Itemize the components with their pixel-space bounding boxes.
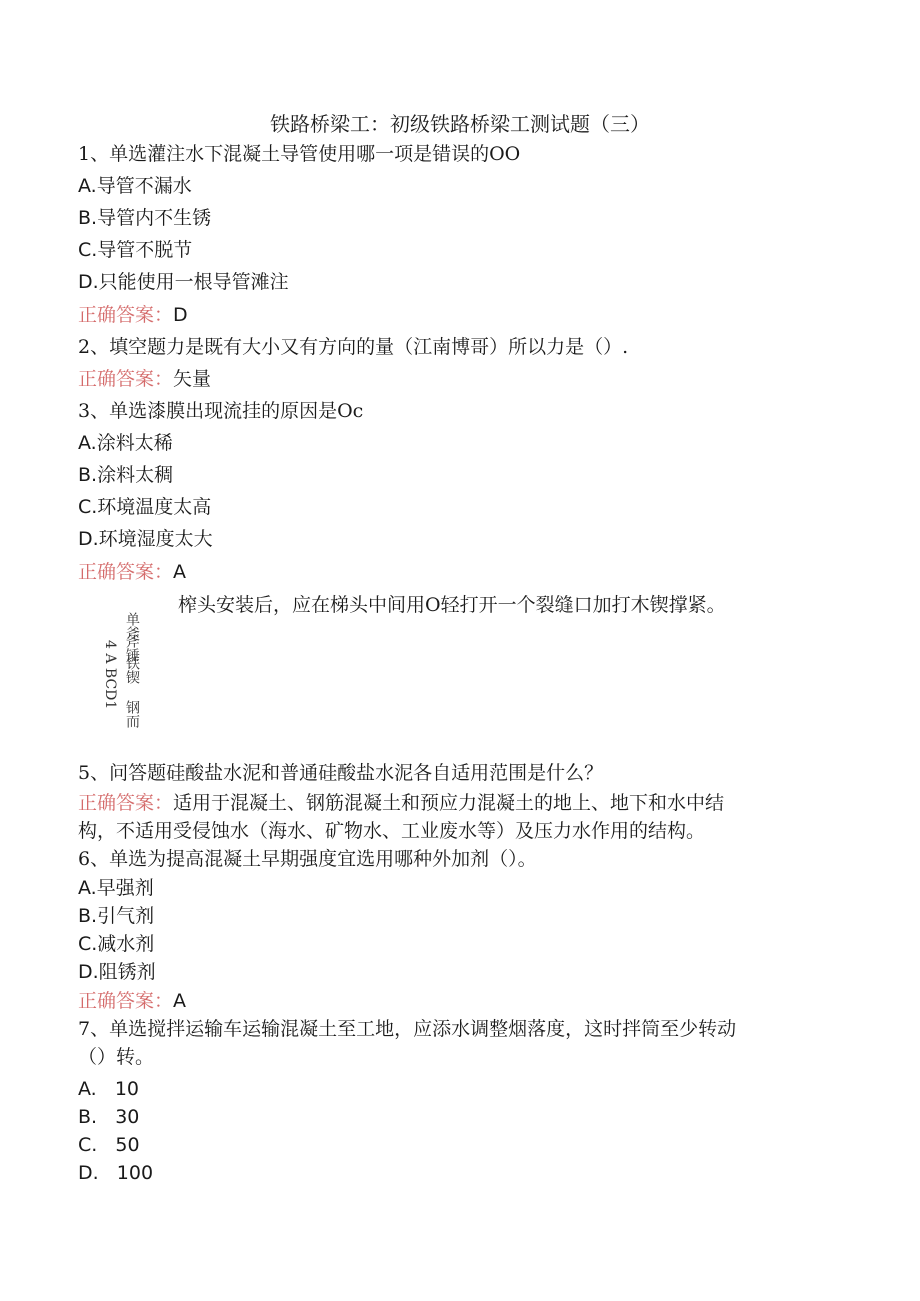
question-2: 2、填空题力是既有大小又有方向的量（江南博哥）所以力是（）. xyxy=(78,336,629,358)
answer-label: 正确答案： xyxy=(78,990,174,1012)
q1-option-a: A.导管不漏水 xyxy=(78,175,192,197)
q5-answer-line-2: 构，不适用受侵蚀水（海水、矿物水、工业废水等）及压力水作用的结构。 xyxy=(78,820,706,842)
q3-answer xyxy=(78,559,186,585)
question-1: 1、单选灌注水下混凝土导管使用哪一项是错误的OO xyxy=(78,143,521,165)
garbled-column: 铁锲 xyxy=(124,656,140,684)
q7-option-c: C. 50 xyxy=(78,1134,140,1156)
q3-option-c: C.环境温度太高 xyxy=(78,496,212,518)
page-title: 铁路桥梁工：初级铁路桥梁工测试题（三） xyxy=(270,112,650,136)
q7-option-d: D. 100 xyxy=(78,1162,154,1184)
answer-label: 正确答案： xyxy=(78,368,174,390)
question-6: 6、单选为提高混凝土早期强度宜选用哪种外加剂（）。 xyxy=(78,848,537,870)
q6-option-b: B.引气剂 xyxy=(78,905,155,927)
q7-option-b: B. 30 xyxy=(78,1106,140,1128)
q3-option-b: B.涂料太稠 xyxy=(78,464,174,486)
garbled-column: 钢而 xyxy=(124,700,140,728)
q1-answer xyxy=(78,302,188,328)
garbled-column: 斧锤 xyxy=(124,634,140,662)
garbled-column: 4 A BCD1 xyxy=(102,640,118,710)
q3-option-d: D.环境湿度太大 xyxy=(78,528,213,550)
garbled-column: 单斧 xyxy=(124,612,140,640)
answer-value: A xyxy=(173,561,187,583)
q6-option-d: D.阻锈剂 xyxy=(78,961,156,983)
q1-option-d: D.只能使用一根导管滩注 xyxy=(78,271,289,293)
answer-label: 正确答案： xyxy=(78,561,174,583)
q2-answer xyxy=(78,366,211,392)
q6-option-c: C.减水剂 xyxy=(78,933,155,955)
question-7-line-1: 7、单选搅拌运输车运输混凝土至工地，应添水调整烟落度，这时拌筒至少转动 xyxy=(78,1018,737,1040)
q1-option-b: B.导管内不生锈 xyxy=(78,207,212,229)
q5-answer-line-1 xyxy=(78,790,724,816)
q6-option-a: A.早强剂 xyxy=(78,877,154,899)
answer-label: 正确答案： xyxy=(78,304,174,326)
answer-value: 矢量 xyxy=(173,368,212,390)
question-4: 榨头安装后，应在梯头中间用O轻打开一个裂缝口加打木锲撑紧。 xyxy=(178,594,726,616)
answer-value: D xyxy=(173,304,188,326)
question-3: 3、单选漆膜出现流挂的原因是Oc xyxy=(78,400,364,422)
q3-option-a: A.涂料太稀 xyxy=(78,432,173,454)
answer-value: A xyxy=(173,990,187,1012)
q6-answer xyxy=(78,988,186,1014)
answer-label: 正确答案： xyxy=(78,792,174,814)
question-7-line-2: （）转。 xyxy=(78,1046,155,1068)
question-5: 5、问答题硅酸盐水泥和普通硅酸盐水泥各自适用范围是什么？ xyxy=(78,762,604,784)
q1-option-c: C.导管不脱节 xyxy=(78,239,193,261)
answer-value: 适用于混凝土、钢筋混凝土和预应力混凝土的地上、地下和水中结 xyxy=(173,792,725,814)
q7-option-a: A. 10 xyxy=(78,1078,139,1100)
